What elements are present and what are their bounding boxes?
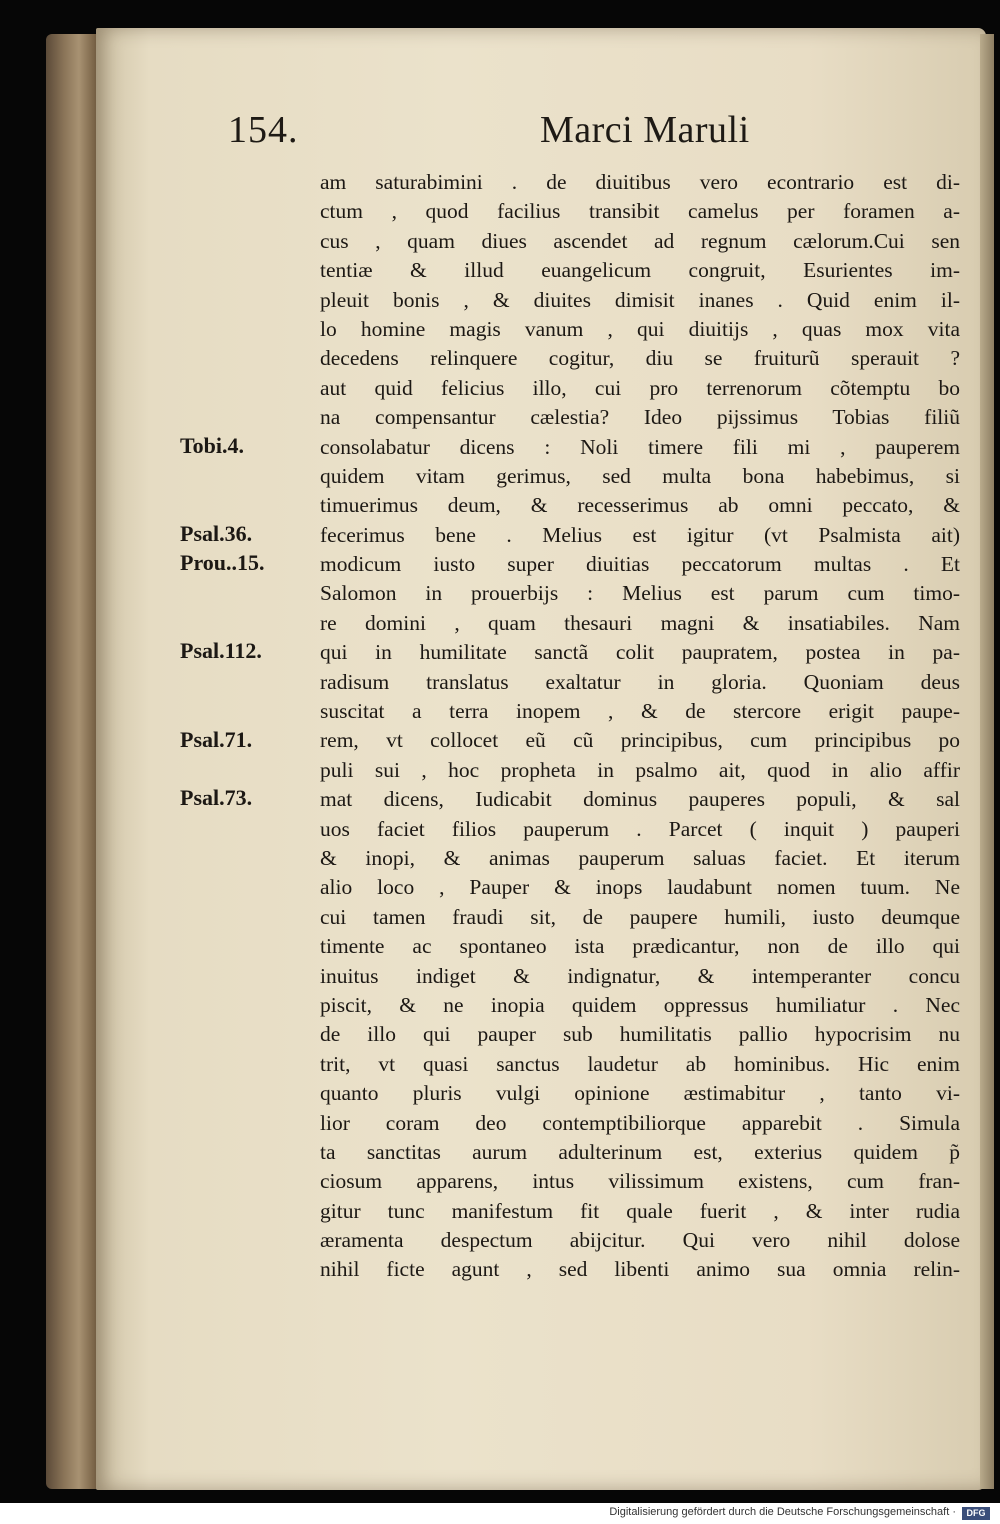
text-line: alio loco , Pauper & inops laudabunt nomen tuum. Ne [320,875,960,900]
margin-note: Tobi.4. [180,432,245,458]
margin-note: Psal.73. [180,785,253,811]
text-line: cui tamen fraudi sit, de paupere humili, iusto deumque [320,904,960,929]
text-line: Salomon in prouerbijs : Melius est parum cum timo- [320,581,960,606]
text-line: radisum translatus exaltatur in gloria. Quoniam deus [320,669,960,694]
dfg-logo: DFG [962,1507,990,1520]
margin-note: Psal.36. [180,520,253,546]
text-line: puli sui , hoc propheta in psalmo ait, quod in alio affir [320,757,960,782]
text-line: de illo qui pauper sub humilitatis pallio hypocrisim nu [320,1022,960,1047]
text-line: inuitus indiget & indignatur, & intemperanter concu [320,963,960,988]
running-head [228,108,962,158]
text-line: decedens relinquere cogitur, diu se fruiturũ sperauit ? [320,346,960,371]
text-line: ciosum apparens, intus vilissimum existens, cum fran- [320,1169,960,1194]
text-line: re domini , quam thesauri magni & insatiabiles. Nam [320,610,960,635]
text-line: consolabatur dicens : Noli timere fili mi , pauperem [320,434,960,459]
text-line: cus , quam diues ascendet ad regnum cælorum.Cui sen [320,228,960,253]
text-line: rem, vt collocet eũ cũ principibus, cum principibus po [320,728,960,753]
text-line: lo homine magis vanum , qui diuitijs , quas mox vita [320,316,960,341]
text-line: & inopi, & animas pauperum saluas faciet. Et iterum [320,845,960,870]
text-line: mat dicens, Iudicabit dominus pauperes populi, & sal [320,787,960,812]
text-line: trit, vt quasi sanctus laudetur ab hominibus. Hic enim [320,1051,960,1076]
margin-note: Psal.71. [180,726,253,752]
text-line: suscitat a terra inopem , & de stercore erigit paupe- [320,699,960,724]
margin-note: Psal.112. [180,638,262,664]
text-line: pleuit bonis , & diuites dimisit inanes . Quid enim il- [320,287,960,312]
text-line: tentiæ & illud euangelicum congruit, Esurientes im- [320,258,960,283]
text-line: timuerimus deum, & recesserimus ab omni peccato, & [320,493,960,518]
body-text [320,168,960,1285]
text-line: lior coram deo contemptibiliorque apparebit . Simula [320,1110,960,1135]
text-line: gitur tunc manifestum fit quale fuerit , & inter rudia [320,1198,960,1223]
text-line: quidem vitam gerimus, sed multa bona habebimus, si [320,463,960,488]
text-line: nihil ficte agunt , sed libenti animo sua omnia relin- [320,1257,960,1282]
text-line: quanto pluris vulgi opinione æstimabitur , tanto vi- [320,1081,960,1106]
text-line: modicum iusto super diuitias peccatorum multas . Et [320,552,960,577]
text-line: qui in humilitate sanctã colit paupratem, postea in pa- [320,640,960,665]
running-title: Marci Maruli [540,109,750,151]
text-line: ctum , quod facilius transibit camelus per foramen a- [320,199,960,224]
margin-note: Prou..15. [180,550,265,576]
book-right-edge [980,34,994,1489]
footer-bar [0,1503,1000,1524]
text-line: uos faciet filios pauperum . Parcet ( inquit ) pauperi [320,816,960,841]
text-line: aut quid felicius illo, cui pro terrenorum cõtemptu bo [320,375,960,400]
text-line: timente ac spontaneo ista prædicantur, non de illo qui [320,934,960,959]
text-line: na compensantur cælestia? Ideo pijssimus Tobias filiũ [320,405,960,430]
text-line: fecerimus bene . Melius est igitur (vt Psalmista ait) [320,522,960,547]
text-line: piscit, & ne inopia quidem oppressus humiliatur . Nec [320,992,960,1017]
text-line: æramenta despectum abijcitur. Qui vero nihil dolose [320,1228,960,1253]
text-line: am saturabimini . de diuitibus vero econtrario est di- [320,170,960,194]
footer-credit: Digitalisierung gefördert durch die Deutsche Forschungsgemeinschaft · [609,1506,956,1518]
page-number: 154. [228,109,299,151]
text-line: ta sanctitas aurum adulterinum est, exterius quidem p̃ [320,1139,960,1164]
